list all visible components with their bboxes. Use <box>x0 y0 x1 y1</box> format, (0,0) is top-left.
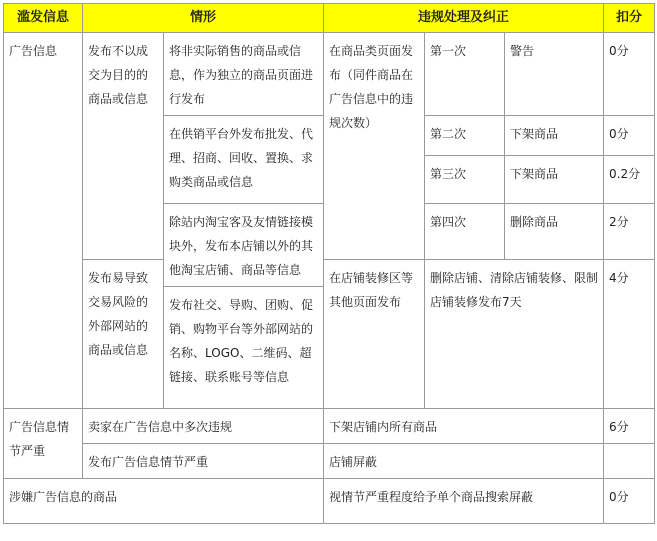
violation-count-1: 第一次 <box>425 33 505 116</box>
severe-action-store-block: 店铺屏蔽 <box>324 444 604 479</box>
violation-count-4: 第四次 <box>425 204 505 260</box>
case-other-store-links: 除站内淘宝客及友情链接模块外，发布本店铺以外的其他淘宝店铺、商品等信息 <box>164 204 324 287</box>
action-store-decoration: 删除店铺、清除店铺装修、限制店铺装修发布7天 <box>425 260 604 409</box>
header-situation: 情形 <box>83 4 324 33</box>
action-2: 下架商品 <box>505 116 604 156</box>
severe-points-1: 6分 <box>604 409 655 444</box>
header-spam-info: 滥发信息 <box>4 4 83 33</box>
reason-non-transaction: 发布不以成交为目的的商品或信息 <box>83 33 164 260</box>
violation-count-3: 第三次 <box>425 156 505 204</box>
table-row <box>4 444 655 479</box>
table-row <box>4 260 655 287</box>
points-store-page: 4分 <box>604 260 655 409</box>
case-off-platform-wholesale: 在供销平台外发布批发、代理、招商、回收、置换、求购类商品或信息 <box>164 116 324 204</box>
table-row <box>4 479 655 524</box>
header-row <box>4 4 655 33</box>
points-suspected: 0分 <box>604 479 655 524</box>
ad-violation-policy-table <box>3 3 655 524</box>
severe-case-serious: 发布广告信息情节严重 <box>83 444 324 479</box>
points-1: 0分 <box>604 33 655 116</box>
case-non-sale-page: 将非实际销售的商品或信息，作为独立的商品页面进行发布 <box>164 33 324 116</box>
action-4: 删除商品 <box>505 204 604 260</box>
points-4: 2分 <box>604 204 655 260</box>
scope-product-page: 在商品类页面发布（同件商品在广告信息中的违规次数） <box>324 33 425 260</box>
severe-action-delist-all: 下架店铺内所有商品 <box>324 409 604 444</box>
category-suspected-product: 涉嫌广告信息的商品 <box>4 479 324 524</box>
points-2: 0分 <box>604 116 655 156</box>
action-search-block: 视情节严重程度给予单个商品搜索屏蔽 <box>324 479 604 524</box>
category-ad-info: 广告信息 <box>4 33 83 409</box>
header-points: 扣分 <box>604 4 655 33</box>
severe-points-2 <box>604 444 655 479</box>
action-1: 警告 <box>505 33 604 116</box>
header-handling-correction: 违规处理及纠正 <box>324 4 604 33</box>
action-3: 下架商品 <box>505 156 604 204</box>
table-row <box>4 33 655 116</box>
reason-external-site: 发布易导致交易风险的外部网站的商品或信息 <box>83 260 164 409</box>
case-external-site: 发布社交、导购、团购、促销、购物平台等外部网站的名称、LOGO、二维码、超链接、联系账号等信息 <box>164 287 324 409</box>
severe-case-repeat: 卖家在广告信息中多次违规 <box>83 409 324 444</box>
category-severe: 广告信息情节严重 <box>4 409 83 479</box>
violation-count-2: 第二次 <box>425 116 505 156</box>
points-3: 0.2分 <box>604 156 655 204</box>
scope-store-page: 在店铺装修区等其他页面发布 <box>324 260 425 409</box>
table-row <box>4 409 655 444</box>
